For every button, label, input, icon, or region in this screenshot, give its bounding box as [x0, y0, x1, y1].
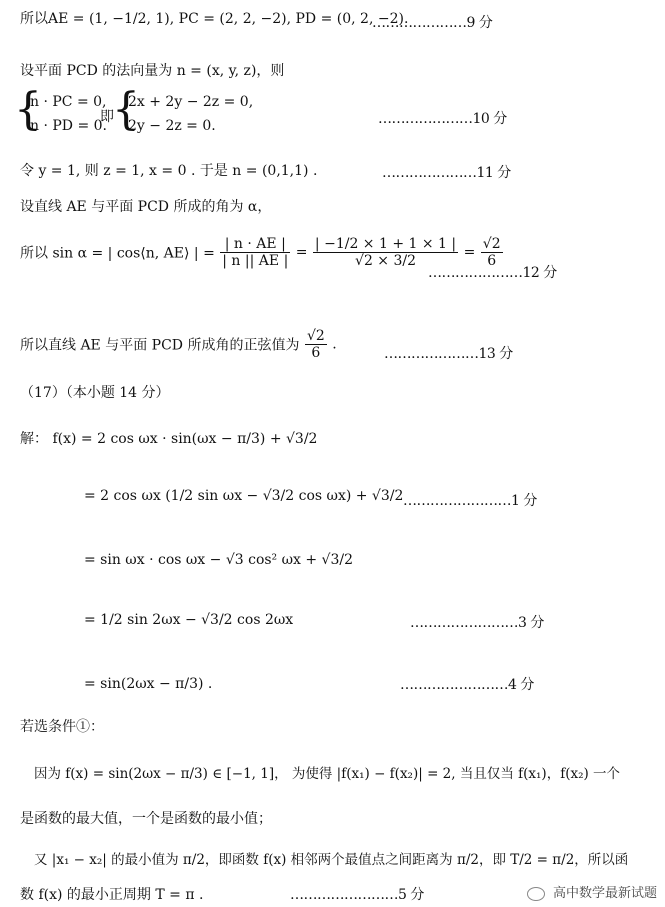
condition-1-line-3: 又 |x₁ − x₂| 的最小值为 π/2，即函数 f(x) 相邻两个最值点之间距离为 π/2，即 T/2 = π/2，所以函 — [34, 852, 629, 868]
system-a2: n · PD = 0. — [30, 118, 107, 134]
points-11: …………………11 分 — [382, 165, 511, 181]
points-10: …………………10 分 — [378, 111, 507, 127]
fraction-dot-over-norms: $\frac{| n \cdot AE |}{| n || AE |}$ — [222, 236, 289, 270]
points-1: ……………………1 分 — [403, 493, 537, 509]
line-normal-vector: 设平面 PCD 的法向量为 n = (x, y, z)，则 — [20, 63, 285, 79]
line-angle-alpha: 设直线 AE 与平面 PCD 所成的角为 α， — [20, 199, 272, 215]
fraction-numeric: $\frac{| -1/2 \times 1 + 1 \times 1 |}{√2 \times 3/2}$ — [314, 236, 457, 270]
system-a1: n · PC = 0, — [30, 94, 107, 110]
solution-step-3: = sin ωx · cos ωx − √3 cos² ωx + √3/2 — [84, 552, 354, 568]
points-13: …………………13 分 — [384, 346, 513, 362]
points-5: ……………………5 分 — [290, 887, 424, 903]
line-sin-alpha: 所以 sin α = | cos⟨n, AE⟩ | = $\frac{| n \cdot AE |}{| n || AE |}$ = $\frac{| -1/2 \times 1 + 1 \times 1 |}{√2 \times 3/2}$ = $\frac{√2}{6}$ — [20, 236, 501, 270]
solution-step-5: = sin(2ωx − π/3) . — [84, 676, 213, 692]
line-vectors: 所以AE = (1, −1/2, 1), PC = (2, 2, −2), PD = (0, 2, −2). — [20, 11, 409, 27]
line-let-y: 令 y = 1, 则 z = 1, x = 0 . 于是 n = (0,1,1) . — [20, 163, 318, 179]
watermark: 高中数学最新试题 — [527, 882, 657, 901]
system-ji: 即 — [100, 109, 114, 125]
system-b2: 2y − 2z = 0. — [128, 118, 216, 134]
condition-1-line-1: 因为 f(x) = sin(2ωx − π/3) ∈ [−1, 1]， 为使得 |f(x₁) − f(x₂)| = 2, 当且仅当 f(x₁)，f(x₂) 一个 — [34, 766, 621, 782]
system-b1: 2x + 2y − 2z = 0, — [128, 94, 254, 110]
solution-step-2: = 2 cos ωx (1/2 sin ωx − √3/2 cos ωx) + √3/2 — [84, 488, 404, 504]
condition-1-line-2: 是函数的最大值，一个是函数的最小值； — [20, 811, 272, 827]
problem-17-header: （17）（本小题 14 分） — [20, 385, 170, 401]
condition-1-header: 若选条件①： — [20, 719, 104, 735]
left-brace-1: { — [14, 84, 42, 135]
solution-step-4: = 1/2 sin 2ωx − √3/2 cos 2ωx — [84, 612, 294, 628]
points-3: ……………………3 分 — [410, 615, 544, 631]
left-brace-2: { — [112, 84, 140, 135]
fraction-result: $\frac{√2}{6}$ — [482, 236, 501, 270]
solution-step-1: 解： f(x) = 2 cos ωx · sin(ωx − π/3) + √3/2 — [20, 431, 318, 447]
wechat-icon — [527, 887, 545, 901]
fraction-sine-result: $\frac{√2}{6}$ — [306, 328, 325, 362]
condition-1-line-4: 数 f(x) 的最小正周期 T = π . — [20, 887, 204, 903]
points-4: ……………………4 分 — [400, 677, 534, 693]
points-12: …………………12 分 — [428, 265, 557, 281]
points-9: …………………9 分 — [372, 15, 493, 31]
line-sine-value: 所以直线 AE 与平面 PCD 所成角的正弦值为 $\frac{√2}{6}$ . — [20, 328, 337, 362]
